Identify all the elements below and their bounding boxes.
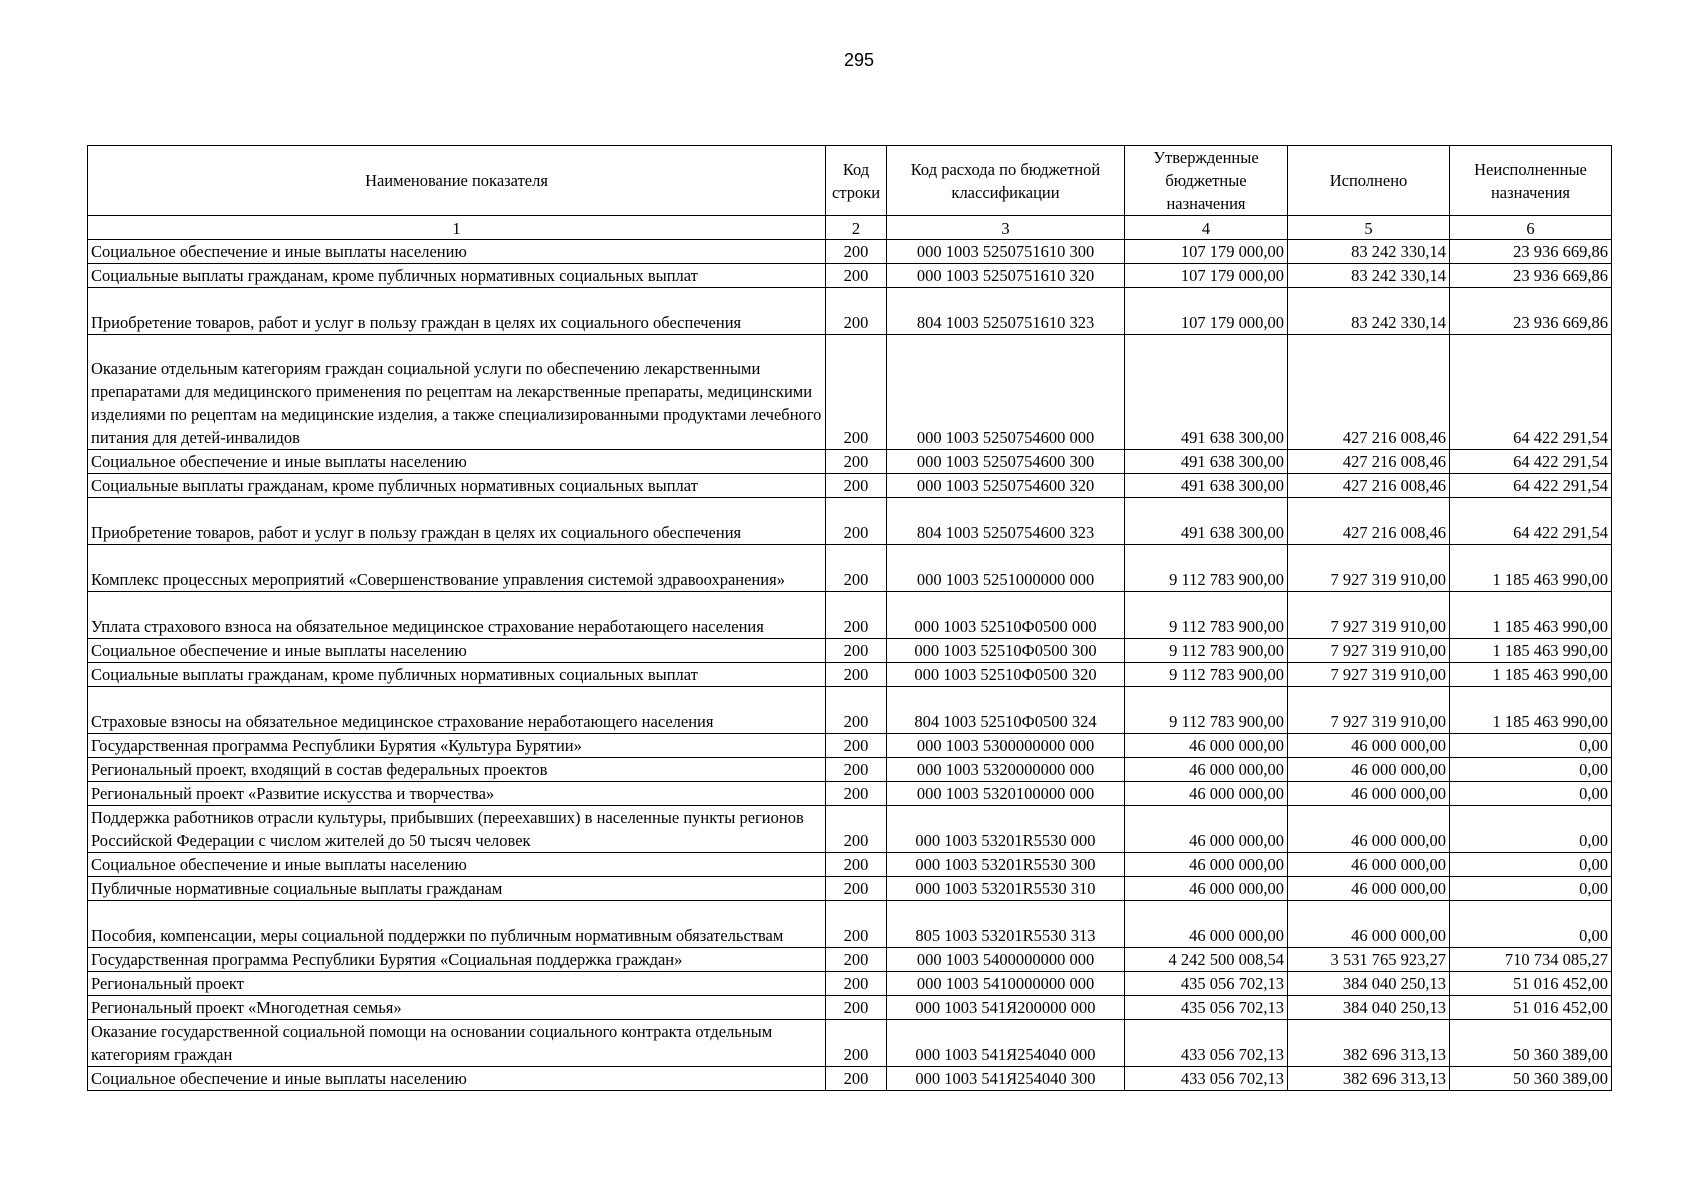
row-approved: 46 000 000,00 <box>1125 806 1288 853</box>
row-line-code: 200 <box>826 474 887 498</box>
row-line-code: 200 <box>826 1067 887 1091</box>
row-line-code: 200 <box>826 1020 887 1067</box>
table-row <box>88 240 1612 264</box>
row-unexecuted: 1 185 463 990,00 <box>1450 663 1612 687</box>
row-approved: 9 112 783 900,00 <box>1125 687 1288 734</box>
row-line-code: 200 <box>826 972 887 996</box>
row-line-code: 200 <box>826 264 887 288</box>
row-unexecuted: 64 422 291,54 <box>1450 335 1612 450</box>
table-row <box>88 901 1612 948</box>
table-header-row <box>88 146 1612 216</box>
table-row <box>88 806 1612 853</box>
row-expense-code: 000 1003 52510Ф0500 000 <box>887 592 1125 639</box>
table-row <box>88 498 1612 545</box>
header-line-code: Код строки <box>826 146 887 216</box>
row-expense-code: 000 1003 53201R5530 310 <box>887 877 1125 901</box>
row-expense-code: 805 1003 53201R5530 313 <box>887 901 1125 948</box>
table-row <box>88 734 1612 758</box>
table-row <box>88 972 1612 996</box>
row-expense-code: 000 1003 5410000000 000 <box>887 972 1125 996</box>
row-name: Государственная программа Республики Бурятия «Социальная поддержка граждан» <box>88 948 826 972</box>
row-name: Региональный проект, входящий в состав федеральных проектов <box>88 758 826 782</box>
table-row <box>88 545 1612 592</box>
row-approved: 107 179 000,00 <box>1125 240 1288 264</box>
row-name: Государственная программа Республики Бурятия «Культура Бурятии» <box>88 734 826 758</box>
table-row <box>88 782 1612 806</box>
row-approved: 46 000 000,00 <box>1125 877 1288 901</box>
row-unexecuted: 51 016 452,00 <box>1450 996 1612 1020</box>
row-unexecuted: 1 185 463 990,00 <box>1450 639 1612 663</box>
row-line-code: 200 <box>826 877 887 901</box>
row-name: Социальное обеспечение и иные выплаты населению <box>88 240 826 264</box>
row-executed: 384 040 250,13 <box>1288 972 1450 996</box>
row-expense-code: 000 1003 5400000000 000 <box>887 948 1125 972</box>
row-name: Социальное обеспечение и иные выплаты населению <box>88 450 826 474</box>
row-approved: 433 056 702,13 <box>1125 1020 1288 1067</box>
row-expense-code: 000 1003 52510Ф0500 320 <box>887 663 1125 687</box>
row-executed: 46 000 000,00 <box>1288 901 1450 948</box>
row-approved: 46 000 000,00 <box>1125 853 1288 877</box>
row-executed: 382 696 313,13 <box>1288 1020 1450 1067</box>
row-executed: 3 531 765 923,27 <box>1288 948 1450 972</box>
row-name: Уплата страхового взноса на обязательное медицинское страхование неработающего населения <box>88 592 826 639</box>
row-name: Публичные нормативные социальные выплаты гражданам <box>88 877 826 901</box>
row-name: Социальное обеспечение и иные выплаты населению <box>88 1067 826 1091</box>
header-unexecuted: Неисполненные назначения <box>1450 146 1612 216</box>
row-name: Социальные выплаты гражданам, кроме публичных нормативных социальных выплат <box>88 474 826 498</box>
row-line-code: 200 <box>826 592 887 639</box>
row-executed: 7 927 319 910,00 <box>1288 687 1450 734</box>
table-body <box>88 240 1612 1091</box>
row-approved: 433 056 702,13 <box>1125 1067 1288 1091</box>
column-number: 4 <box>1125 216 1288 240</box>
table-row <box>88 639 1612 663</box>
table-row <box>88 853 1612 877</box>
row-expense-code: 000 1003 5250754600 320 <box>887 474 1125 498</box>
table-row <box>88 948 1612 972</box>
row-unexecuted: 0,00 <box>1450 734 1612 758</box>
table-row <box>88 1020 1612 1067</box>
table-row <box>88 335 1612 450</box>
row-approved: 9 112 783 900,00 <box>1125 639 1288 663</box>
row-approved: 491 638 300,00 <box>1125 498 1288 545</box>
row-expense-code: 000 1003 5300000000 000 <box>887 734 1125 758</box>
row-unexecuted: 23 936 669,86 <box>1450 288 1612 335</box>
header-approved: Утвержденные бюджетные назначения <box>1125 146 1288 216</box>
column-number: 3 <box>887 216 1125 240</box>
row-executed: 384 040 250,13 <box>1288 996 1450 1020</box>
row-line-code: 200 <box>826 687 887 734</box>
row-name: Социальные выплаты гражданам, кроме публичных нормативных социальных выплат <box>88 663 826 687</box>
table-row <box>88 450 1612 474</box>
row-expense-code: 000 1003 5251000000 000 <box>887 545 1125 592</box>
row-approved: 9 112 783 900,00 <box>1125 663 1288 687</box>
row-line-code: 200 <box>826 853 887 877</box>
page-number: 295 <box>843 50 875 70</box>
row-unexecuted: 1 185 463 990,00 <box>1450 687 1612 734</box>
row-expense-code: 804 1003 5250754600 323 <box>887 498 1125 545</box>
row-executed: 427 216 008,46 <box>1288 498 1450 545</box>
row-executed: 46 000 000,00 <box>1288 853 1450 877</box>
row-line-code: 200 <box>826 948 887 972</box>
row-expense-code: 000 1003 52510Ф0500 300 <box>887 639 1125 663</box>
row-executed: 7 927 319 910,00 <box>1288 663 1450 687</box>
row-expense-code: 000 1003 5250751610 320 <box>887 264 1125 288</box>
row-line-code: 200 <box>826 450 887 474</box>
row-approved: 435 056 702,13 <box>1125 972 1288 996</box>
table-row <box>88 1067 1612 1091</box>
row-name: Оказание государственной социальной помощи на основании социального контракта отдельным категориям граждан <box>88 1020 826 1067</box>
row-name: Приобретение товаров, работ и услуг в пользу граждан в целях их социального обеспечения <box>88 288 826 335</box>
row-approved: 9 112 783 900,00 <box>1125 545 1288 592</box>
row-approved: 107 179 000,00 <box>1125 264 1288 288</box>
row-executed: 7 927 319 910,00 <box>1288 639 1450 663</box>
table-row <box>88 877 1612 901</box>
row-unexecuted: 1 185 463 990,00 <box>1450 545 1612 592</box>
row-unexecuted: 0,00 <box>1450 782 1612 806</box>
row-line-code: 200 <box>826 240 887 264</box>
row-unexecuted: 23 936 669,86 <box>1450 264 1612 288</box>
row-expense-code: 000 1003 5250754600 300 <box>887 450 1125 474</box>
row-name: Региональный проект «Развитие искусства и творчества» <box>88 782 826 806</box>
row-line-code: 200 <box>826 758 887 782</box>
row-name: Оказание отдельным категориям граждан социальной услуги по обеспечению лекарственными препаратами для медицинского применения по рецептам на лекарственные препараты, медицинскими изделиями по рецептам на медицинские изделия, а также специализированными продуктами лечебного питания для детей-инвалидов <box>88 335 826 450</box>
row-name: Региональный проект <box>88 972 826 996</box>
column-number: 2 <box>826 216 887 240</box>
row-unexecuted: 0,00 <box>1450 758 1612 782</box>
header-expense-code: Код расхода по бюджетной классификации <box>887 146 1125 216</box>
row-executed: 7 927 319 910,00 <box>1288 545 1450 592</box>
row-unexecuted: 0,00 <box>1450 853 1612 877</box>
row-expense-code: 804 1003 52510Ф0500 324 <box>887 687 1125 734</box>
column-number: 5 <box>1288 216 1450 240</box>
row-unexecuted: 50 360 389,00 <box>1450 1067 1612 1091</box>
row-expense-code: 000 1003 5320100000 000 <box>887 782 1125 806</box>
row-name: Социальное обеспечение и иные выплаты населению <box>88 853 826 877</box>
row-line-code: 200 <box>826 335 887 450</box>
row-expense-code: 000 1003 53201R5530 300 <box>887 853 1125 877</box>
column-number-row <box>88 216 1612 240</box>
row-executed: 83 242 330,14 <box>1288 288 1450 335</box>
row-approved: 46 000 000,00 <box>1125 758 1288 782</box>
row-unexecuted: 1 185 463 990,00 <box>1450 592 1612 639</box>
row-expense-code: 000 1003 5250754600 000 <box>887 335 1125 450</box>
row-expense-code: 804 1003 5250751610 323 <box>887 288 1125 335</box>
column-number: 6 <box>1450 216 1612 240</box>
row-expense-code: 000 1003 5250751610 300 <box>887 240 1125 264</box>
row-name: Приобретение товаров, работ и услуг в пользу граждан в целях их социального обеспечения <box>88 498 826 545</box>
row-line-code: 200 <box>826 806 887 853</box>
row-approved: 46 000 000,00 <box>1125 901 1288 948</box>
row-executed: 427 216 008,46 <box>1288 335 1450 450</box>
row-approved: 491 638 300,00 <box>1125 335 1288 450</box>
row-executed: 7 927 319 910,00 <box>1288 592 1450 639</box>
row-approved: 491 638 300,00 <box>1125 450 1288 474</box>
row-executed: 46 000 000,00 <box>1288 877 1450 901</box>
row-approved: 491 638 300,00 <box>1125 474 1288 498</box>
row-approved: 435 056 702,13 <box>1125 996 1288 1020</box>
row-executed: 83 242 330,14 <box>1288 240 1450 264</box>
row-expense-code: 000 1003 541Я200000 000 <box>887 996 1125 1020</box>
row-executed: 382 696 313,13 <box>1288 1067 1450 1091</box>
row-line-code: 200 <box>826 498 887 545</box>
row-line-code: 200 <box>826 734 887 758</box>
row-approved: 46 000 000,00 <box>1125 782 1288 806</box>
row-approved: 9 112 783 900,00 <box>1125 592 1288 639</box>
row-unexecuted: 710 734 085,27 <box>1450 948 1612 972</box>
row-name: Комплекс процессных мероприятий «Совершенствование управления системой здравоохранения» <box>88 545 826 592</box>
row-unexecuted: 50 360 389,00 <box>1450 1020 1612 1067</box>
row-unexecuted: 0,00 <box>1450 877 1612 901</box>
row-expense-code: 000 1003 541Я254040 000 <box>887 1020 1125 1067</box>
table-row <box>88 288 1612 335</box>
row-name: Социальные выплаты гражданам, кроме публичных нормативных социальных выплат <box>88 264 826 288</box>
row-executed: 427 216 008,46 <box>1288 474 1450 498</box>
row-name: Пособия, компенсации, меры социальной поддержки по публичным нормативным обязательствам <box>88 901 826 948</box>
row-line-code: 200 <box>826 545 887 592</box>
row-unexecuted: 64 422 291,54 <box>1450 474 1612 498</box>
row-unexecuted: 64 422 291,54 <box>1450 498 1612 545</box>
table-row <box>88 264 1612 288</box>
row-approved: 107 179 000,00 <box>1125 288 1288 335</box>
row-executed: 46 000 000,00 <box>1288 806 1450 853</box>
row-unexecuted: 23 936 669,86 <box>1450 240 1612 264</box>
row-executed: 46 000 000,00 <box>1288 782 1450 806</box>
row-expense-code: 000 1003 53201R5530 000 <box>887 806 1125 853</box>
column-number: 1 <box>88 216 826 240</box>
header-name: Наименование показателя <box>88 146 826 216</box>
row-name: Поддержка работников отрасли культуры, прибывших (переехавших) в населенные пункты регионов Российской Федерации с числом жителей до 50 тысяч человек <box>88 806 826 853</box>
header-executed: Исполнено <box>1288 146 1450 216</box>
row-unexecuted: 0,00 <box>1450 901 1612 948</box>
table-row <box>88 758 1612 782</box>
table-row <box>88 687 1612 734</box>
table-row <box>88 996 1612 1020</box>
row-line-code: 200 <box>826 288 887 335</box>
row-name: Региональный проект «Многодетная семья» <box>88 996 826 1020</box>
row-line-code: 200 <box>826 663 887 687</box>
row-name: Страховые взносы на обязательное медицинское страхование неработающего населения <box>88 687 826 734</box>
table-row <box>88 474 1612 498</box>
table-row <box>88 663 1612 687</box>
row-line-code: 200 <box>826 639 887 663</box>
row-unexecuted: 51 016 452,00 <box>1450 972 1612 996</box>
budget-execution-table <box>87 145 1612 1091</box>
row-expense-code: 000 1003 5320000000 000 <box>887 758 1125 782</box>
row-executed: 46 000 000,00 <box>1288 758 1450 782</box>
row-approved: 46 000 000,00 <box>1125 734 1288 758</box>
row-approved: 4 242 500 008,54 <box>1125 948 1288 972</box>
row-line-code: 200 <box>826 901 887 948</box>
row-name: Социальное обеспечение и иные выплаты населению <box>88 639 826 663</box>
row-expense-code: 000 1003 541Я254040 300 <box>887 1067 1125 1091</box>
table-row <box>88 592 1612 639</box>
row-unexecuted: 64 422 291,54 <box>1450 450 1612 474</box>
row-unexecuted: 0,00 <box>1450 806 1612 853</box>
row-executed: 427 216 008,46 <box>1288 450 1450 474</box>
row-executed: 46 000 000,00 <box>1288 734 1450 758</box>
row-line-code: 200 <box>826 782 887 806</box>
row-line-code: 200 <box>826 996 887 1020</box>
row-executed: 83 242 330,14 <box>1288 264 1450 288</box>
